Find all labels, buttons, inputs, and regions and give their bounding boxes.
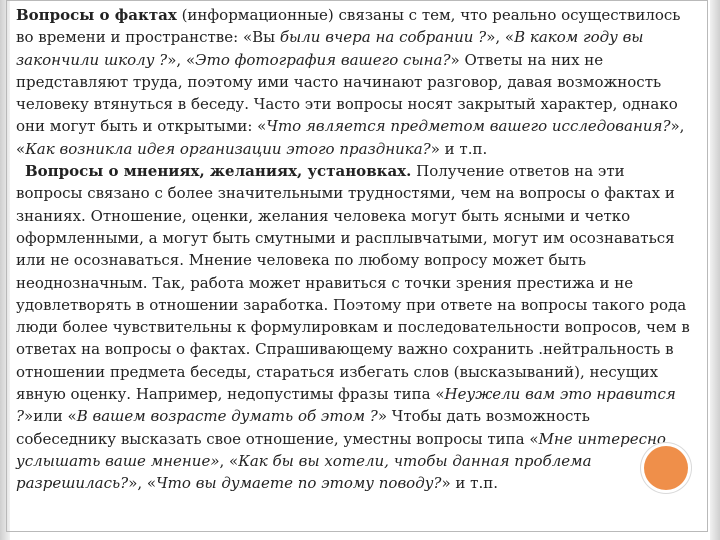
slide-body	[16, 4, 692, 495]
text-run: , «	[219, 451, 239, 470]
example-question: были вчера на собрании ?	[279, 28, 487, 47]
text-run: (информационные) связаны с тем, что реально осуществилось во времени и пространстве: «Вы	[16, 6, 681, 47]
example-question: В вашем возрасте думать об этом ?	[76, 407, 378, 426]
text-run: »или «	[24, 407, 77, 426]
paragraph-facts	[16, 4, 692, 160]
text-run: », «	[486, 28, 515, 47]
example-question: Как бы вы хотели, чтобы данная проблема разрешилась?	[16, 451, 592, 493]
text-run: Получение ответов на эти вопросы связано с более значительными трудностями, чем на вопросы о фактах и знаниях. Отношение, оценки, желания человека могут быть ясными и четко оформленными, а могут быть смутными и расплывчатыми, могут им осознаваться или не осознаваться. Мнение человека по любому вопросу может быть неоднозначным. Так, работа может нравиться с точки зрения престижа и не удовлетворять в отношении заработка. Поэтому при ответе на вопросы такого рода люди более чувствительны к формулировкам и последовательности вопросов, чем в ответах на вопросы о фактах. Спрашивающему важно сохранить .нейтральность в отношении предмета беседы, стараться избегать слов (высказываний), несущих явную оценку. Например, недопустимы фразы типа «	[16, 162, 690, 404]
example-question: Это фотография вашего сына?	[195, 50, 451, 69]
text-run: » и т.п.	[430, 139, 488, 158]
example-question: Что является предметом вашего исследования?	[266, 117, 671, 136]
example-question: В каком году вы закончили школу ?	[16, 28, 644, 69]
text-run: » Чтобы дать возможность собеседнику высказать свое отношение, уместны вопросы типа «	[16, 407, 590, 448]
heading-opinions: Вопросы о мнениях, желаниях, установках.	[25, 162, 412, 181]
example-question: Как возникла идея организации этого праздника?	[25, 139, 431, 158]
text-run: » Ответы на них не представляют труда, поэтому ими часто начинают разговор, давая возможность человеку втянуться в беседу. Часто эти вопросы носят закрытый характер, однако они могут быть и открытыми: «	[16, 50, 678, 136]
text-run: » и т.п.	[441, 474, 499, 493]
paragraph-opinions	[16, 160, 692, 494]
example-question: Мне интересно услышать ваше мнение»	[16, 429, 666, 470]
right-decorative-band	[710, 0, 720, 540]
orange-circle-decoration	[644, 446, 688, 490]
example-question: Неужели вам это нравится ?	[16, 385, 676, 426]
example-question: Что вы думаете по этому поводу?	[156, 474, 442, 493]
text-run: », «	[16, 117, 685, 158]
text-run: », «	[167, 50, 196, 69]
heading-facts: Вопросы о фактах	[16, 6, 177, 24]
text-run: », «	[128, 474, 157, 493]
